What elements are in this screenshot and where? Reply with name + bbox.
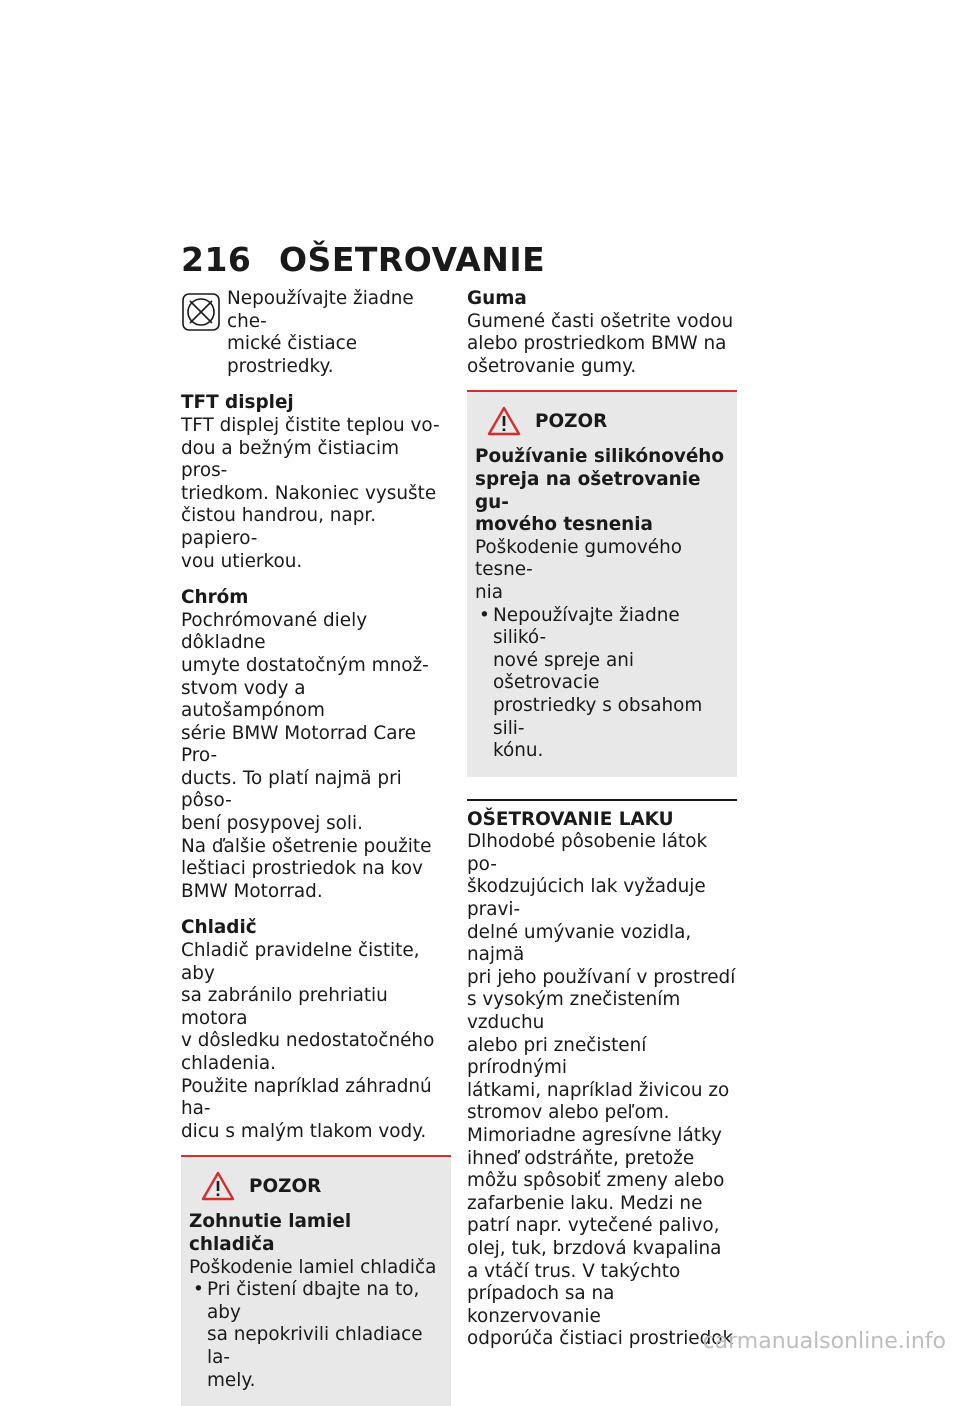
chrom-line: Na ďalšie ošetrenie použite <box>181 835 432 857</box>
warning-label: POZOR <box>249 1175 322 1197</box>
warning-title: mového tesnenia <box>475 514 653 536</box>
chrom-line: leštiaci prostriedok na kov <box>181 858 423 880</box>
tft-line: vou utierkou. <box>181 550 303 572</box>
laku-line: olej, tuk, brzdová kvapalina <box>467 1237 722 1259</box>
laku-line: prípadoch sa na konzervovanie <box>467 1283 615 1327</box>
laku-line: Dlhodobé pôsobenie látok po- <box>467 831 708 875</box>
warning-bullet: • Nepoužívajte žiadne silikó- <box>475 605 729 650</box>
tft-line: čistou handrou, napr. papiero- <box>181 505 377 549</box>
guma-line: Gumené časti ošetrite vodou <box>467 310 734 332</box>
guma-line: ošetrovanie gumy. <box>467 355 637 377</box>
warning-subtitle: Poškodenie lamiel chladiča <box>189 1256 437 1278</box>
chladic-heading: Chladič <box>181 917 257 939</box>
warning-box-radiator <box>181 1155 451 1406</box>
chladic-line: Chladič pravidelne čistite, aby <box>181 940 420 984</box>
warning-subtitle: nia <box>475 581 504 603</box>
warning-triangle-icon <box>487 406 521 436</box>
tft-line: dou a bežným čistiacim pros- <box>181 437 400 482</box>
right-column <box>467 288 737 1351</box>
laku-heading: OŠETROVANIE LAKU <box>467 799 737 832</box>
warning-bullet-cont: nové spreje ani ošetrovacie <box>493 649 634 694</box>
warning-bullet: • Pri čistení dbajte na to, aby <box>189 1279 443 1324</box>
tft-line: TFT displej čistite teplou vo- <box>181 414 440 436</box>
warning-bullet-cont: kónu. <box>493 740 544 762</box>
chladic-line: dicu s malým tlakom vody. <box>181 1120 427 1142</box>
laku-line: patrí napr. vytečené palivo, <box>467 1215 720 1237</box>
warning-label: POZOR <box>535 410 608 432</box>
laku-line: ihneď odstráňte, pretože <box>467 1147 695 1169</box>
chladic-line: chladenia. <box>181 1053 277 1074</box>
laku-line: Mimoriadne agresívne látky <box>467 1125 722 1146</box>
tft-heading: TFT displej <box>181 392 294 414</box>
warning-bullet-cont: sa nepokrivili chladiace la- <box>207 1324 423 1368</box>
chrom-line: série BMW Motorrad Care Pro- <box>181 722 416 767</box>
laku-line: s vysokým znečistením vzduchu <box>467 989 681 1034</box>
laku-line: môžu spôsobiť zmeny alebo <box>467 1170 725 1192</box>
note-block <box>181 288 451 378</box>
laku-line: stromov alebo peľom. <box>467 1102 670 1124</box>
chrom-line: stvom vody a autošampónom <box>181 677 325 722</box>
laku-line: delné umývanie vozidla, najmä <box>467 921 692 966</box>
chrom-line: umyte dostatočným množ- <box>181 654 429 676</box>
warning-bullet-cont: mely. <box>207 1369 256 1391</box>
chrom-line: ducts. To platí najmä pri pôso- <box>181 767 402 812</box>
note-line: Nepoužívajte žiadne che- <box>227 288 414 332</box>
warning-title: Zohnutie lamiel chladiča <box>189 1211 352 1255</box>
chrom-line: Pochrómované diely dôkladne <box>181 609 368 654</box>
page-title: OŠETROVANIE <box>279 240 546 279</box>
laku-line: škodzujúcich lak vyžaduje pravi- <box>467 876 706 921</box>
warning-title: Používanie silikónového <box>475 446 725 468</box>
laku-line: látkami, napríklad živicou zo <box>467 1079 730 1101</box>
warning-box-silicone <box>467 390 737 776</box>
tft-line: triedkom. Nakoniec vysušte <box>181 482 437 504</box>
laku-line: a vtáčí trus. V takýchto <box>467 1260 681 1282</box>
warning-triangle-icon <box>201 1171 235 1201</box>
no-chemicals-icon <box>181 292 221 332</box>
chrom-line: bení posypovej soli. <box>181 813 363 835</box>
warning-title: spreja na ošetrovanie gu- <box>475 468 701 513</box>
watermark: carmanualsonline.info <box>702 1329 946 1354</box>
laku-line: alebo pri znečistení prírodnými <box>467 1034 647 1079</box>
laku-line: zafarbenie laku. Medzi ne <box>467 1192 703 1214</box>
guma-line: alebo prostriedkom BMW na <box>467 333 727 355</box>
chladic-line: v dôsledku nedostatočného <box>181 1030 435 1052</box>
laku-line: pri jeho používaní v prostredí <box>467 966 736 988</box>
warning-bullet-cont: prostriedky s obsahom sili- <box>493 694 703 739</box>
warning-subtitle: Poškodenie gumového tesne- <box>475 536 683 581</box>
left-column <box>181 288 451 1406</box>
chrom-heading: Chróm <box>181 587 249 609</box>
note-text <box>227 288 451 378</box>
laku-line: odporúča čistiaci prostriedok <box>467 1328 734 1350</box>
chladic-line: sa zabránilo prehriatiu motora <box>181 985 388 1029</box>
page-number: 216 <box>181 240 252 279</box>
chladic-line: Použite napríklad záhradnú ha- <box>181 1075 432 1120</box>
chrom-line: BMW Motorrad. <box>181 880 323 902</box>
guma-heading: Guma <box>467 288 527 309</box>
note-line: mické čistiace prostriedky. <box>227 333 358 377</box>
page-header <box>181 240 781 279</box>
